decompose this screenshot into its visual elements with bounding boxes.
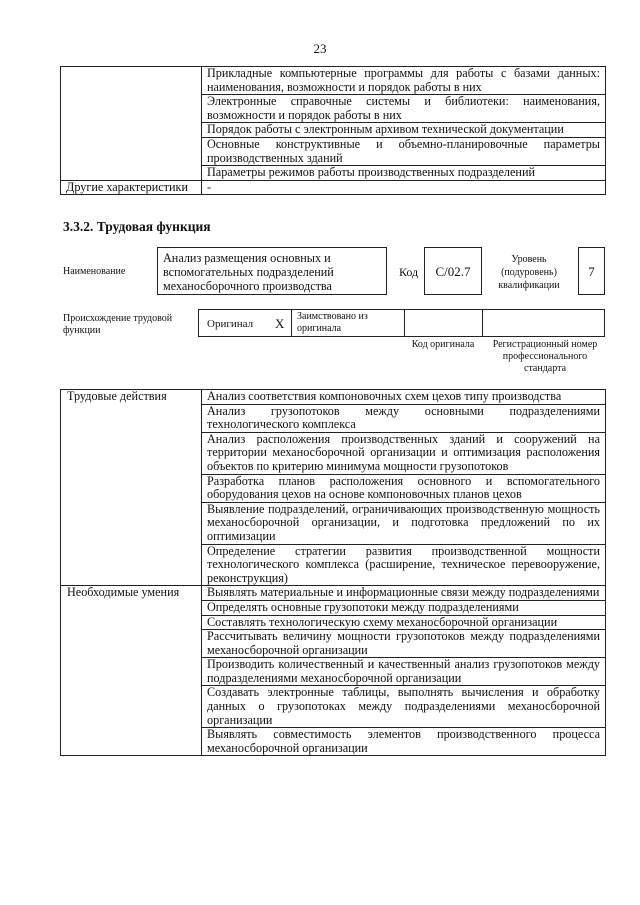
level-value: 7 xyxy=(588,264,595,279)
borrowed-label: Заимствовано из оригинала xyxy=(297,311,368,334)
page-number: 23 xyxy=(313,41,327,56)
knowledge-item: Электронные справочные системы и библиотеки: наименования, возможности и порядок работы в них xyxy=(202,95,606,123)
knowledge-item: Основные конструктивные и объемно-планировочные параметры производственных зданий xyxy=(202,137,606,165)
skill-item: Определять основные грузопотоки между подразделениями xyxy=(202,600,606,615)
table-row xyxy=(61,586,606,601)
divider xyxy=(291,310,292,336)
table-row xyxy=(61,67,606,95)
skill-item: Составлять технологическую схему механосборочной организации xyxy=(202,615,606,630)
function-name-value: Анализ размещения основных и вспомогательных подразделений механосборочного производства xyxy=(163,251,334,293)
origin-code-caption: Код оригинала xyxy=(411,339,475,350)
level-box xyxy=(578,247,605,295)
code-label: Код xyxy=(399,265,419,279)
origin-label: Происхождение трудовой функции xyxy=(63,313,173,336)
qualification-level-label: Уровень (подуровень) квалификации xyxy=(498,254,560,291)
labor-function-table xyxy=(60,389,606,756)
knowledge-item: Параметры режимов работы производственных подразделений xyxy=(202,166,606,181)
table-row xyxy=(61,180,606,195)
code-value: C/02.7 xyxy=(435,264,471,279)
labor-action-item: Анализ расположения производственных зданий и сооружений на территории механосборочной организации и оптимизация расположения объектов по критерию минимума мощности грузопотоков xyxy=(202,432,606,474)
labor-action-item: Определение стратегии развития производственной мощности технологического комплекса (расширение, техническое перевооружение, реконструкция) xyxy=(202,544,606,586)
skill-item: Выявлять совместимость элементов производственного процесса механосборочной организации xyxy=(202,728,606,756)
original-mark: X xyxy=(275,316,285,331)
skill-item: Рассчитывать величину мощности грузопотоков между подразделениями механосборочной организации xyxy=(202,630,606,658)
code-box xyxy=(424,247,482,295)
skills-label: Необходимые умения xyxy=(61,586,202,756)
skill-item: Производить количественный и качественный анализ грузопотоков между подразделениями механосборочной организации xyxy=(202,658,606,686)
skill-item: Создавать электронные таблицы, выполнять вычисления и обработку данных о грузопотоках между подразделениями механосборочной организации xyxy=(202,686,606,728)
name-label: Наименование xyxy=(63,266,126,277)
registration-number-caption: Регистрационный номер профессионального стандарта xyxy=(492,339,598,374)
divider xyxy=(482,310,483,336)
other-characteristics-label: Другие характеристики xyxy=(61,180,202,195)
table-row xyxy=(61,390,606,405)
knowledge-item: Прикладные компьютерные программы для работы с базами данных: наименования, возможности и порядок работы в них xyxy=(202,67,606,95)
labor-action-item: Выявление подразделений, ограничивающих производственную мощность механосборочной организации, и подготовка предложений по их оптимизации xyxy=(202,502,606,544)
section-heading: 3.3.2. Трудовая функция xyxy=(63,219,211,234)
origin-box xyxy=(198,309,605,337)
empty-label-cell xyxy=(61,67,202,181)
labor-action-item: Анализ грузопотоков между основными подразделениями технологического комплекса xyxy=(202,404,606,432)
labor-action-item: Разработка планов расположения основного и вспомогательного оборудования цехов на основе компоновочных планов цехов xyxy=(202,474,606,502)
knowledge-table-continuation xyxy=(60,66,606,195)
knowledge-item: Порядок работы с электронным архивом технической документации xyxy=(202,123,606,138)
other-characteristics-value: - xyxy=(202,180,606,195)
labor-actions-label: Трудовые действия xyxy=(61,390,202,586)
labor-action-item: Анализ соответствия компоновочных схем цехов типу производства xyxy=(202,390,606,405)
skill-item: Выявлять материальные и информационные связи между подразделениями xyxy=(202,586,606,601)
function-name-box xyxy=(157,247,387,295)
divider xyxy=(404,310,405,336)
original-label: Оригинал xyxy=(207,318,254,330)
